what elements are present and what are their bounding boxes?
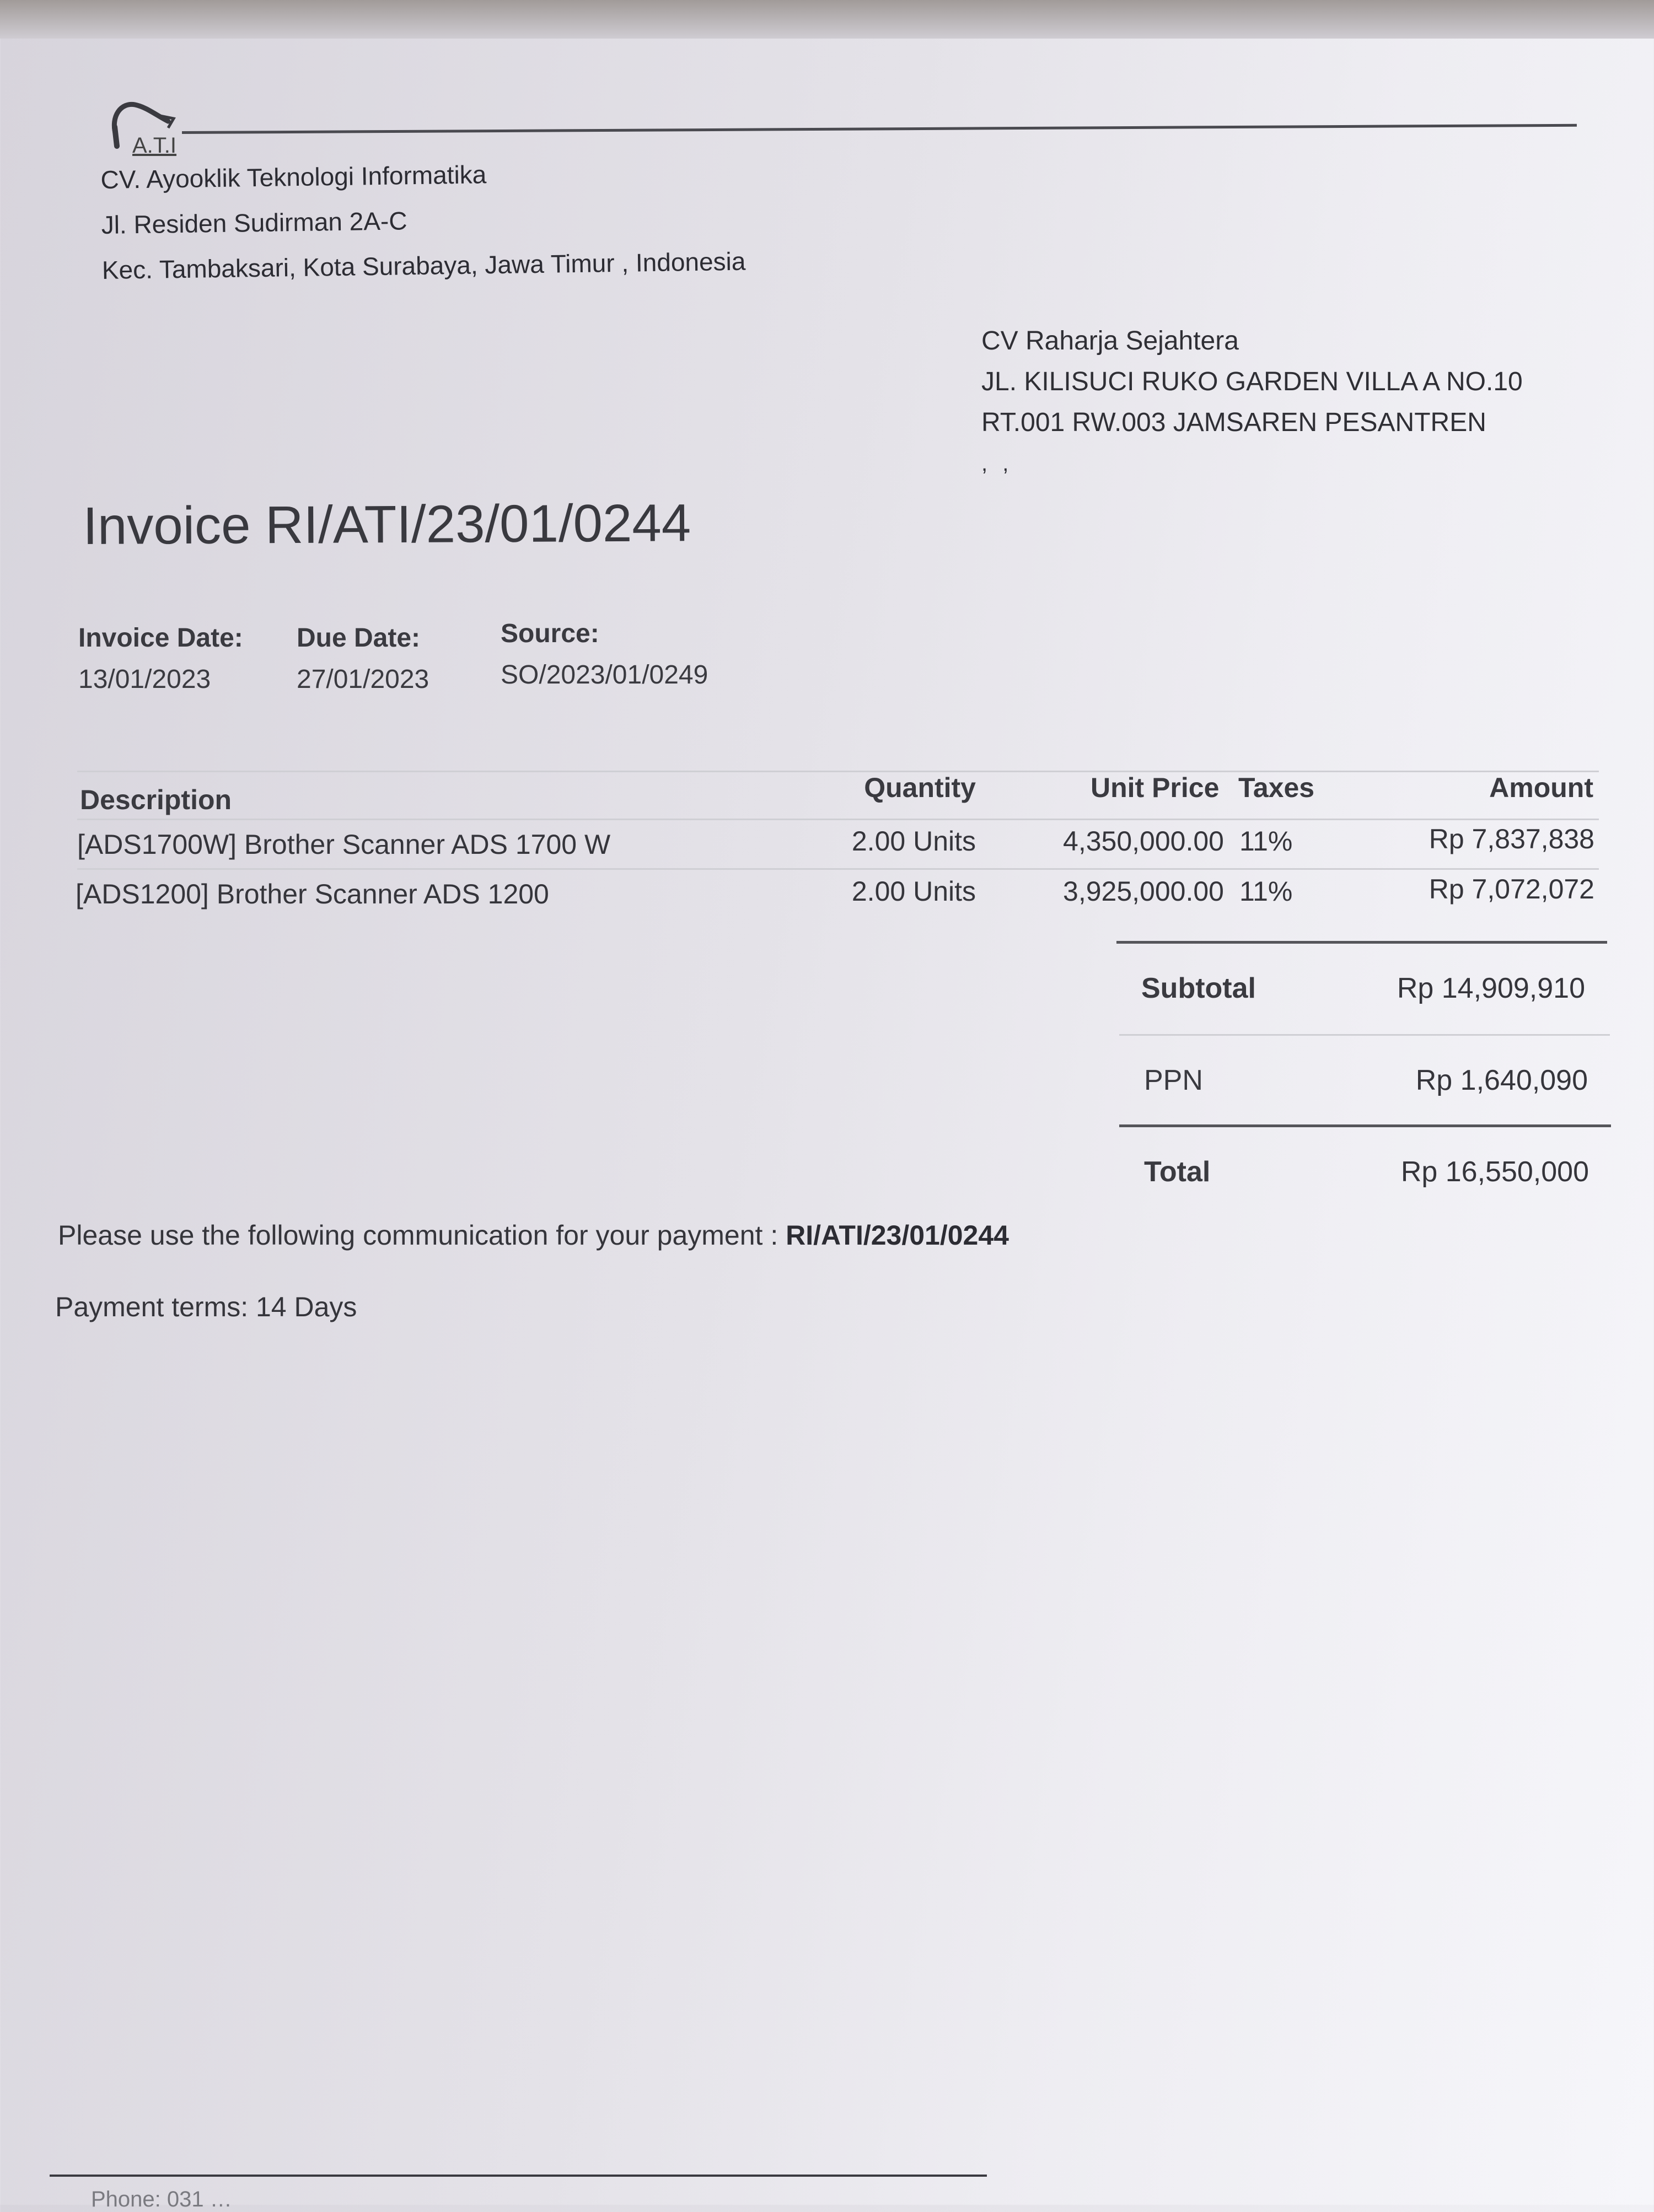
col-header-taxes: Taxes xyxy=(1238,772,1315,803)
invoice-date-block xyxy=(78,623,243,695)
total-value: Rp 16,550,000 xyxy=(1400,1156,1589,1188)
row-unit-price: 3,925,000.00 xyxy=(1063,876,1224,907)
customer-address-line3: , , xyxy=(981,451,1013,476)
subtotal-value: Rp 14,909,910 xyxy=(1397,972,1585,1004)
payment-terms: Payment terms: 14 Days xyxy=(55,1291,357,1322)
subtotal-rule xyxy=(1119,1034,1610,1036)
col-header-unit-price: Unit Price xyxy=(1091,772,1220,803)
company-logo xyxy=(105,94,187,165)
footer-rule xyxy=(50,2175,987,2177)
due-date-label: Due Date: xyxy=(297,623,421,653)
row-amount: Rp 7,072,072 xyxy=(1429,874,1594,905)
row-description: [ADS1700W] Brother Scanner ADS 1700 W xyxy=(77,829,611,860)
customer-name: CV Raharja Sejahtera xyxy=(981,326,1239,356)
company-address-line1: Jl. Residen Sudirman 2A-C xyxy=(101,206,407,239)
invoice-title: Invoice RI/ATI/23/01/0244 xyxy=(83,493,691,556)
logo-text: A.T.I xyxy=(132,133,177,158)
source-block xyxy=(501,618,708,690)
due-date-value: 27/01/2023 xyxy=(297,665,429,694)
header-rule xyxy=(182,124,1577,134)
totals-top-rule xyxy=(1116,941,1607,944)
row-unit-price: 4,350,000.00 xyxy=(1063,826,1224,857)
company-name: CV. Ayooklik Teknologi Informatika xyxy=(100,160,487,194)
table-row-rule xyxy=(77,868,1599,870)
payment-communication xyxy=(58,1219,1009,1251)
table-header-rule xyxy=(77,819,1599,820)
row-description: [ADS1200] Brother Scanner ADS 1200 xyxy=(76,879,549,909)
row-amount: Rp 7,837,838 xyxy=(1429,824,1594,854)
row-quantity: 2.00 Units xyxy=(851,826,976,857)
col-header-description: Description xyxy=(80,784,232,815)
total-rule xyxy=(1119,1124,1611,1127)
subtotal-label: Subtotal xyxy=(1141,972,1256,1004)
col-header-amount: Amount xyxy=(1489,772,1593,803)
customer-address-line2: RT.001 RW.003 JAMSAREN PESANTREN xyxy=(981,408,1486,437)
source-label: Source: xyxy=(501,619,599,648)
row-taxes: 11% xyxy=(1239,876,1293,907)
source-value: SO/2023/01/0249 xyxy=(501,660,708,690)
payment-reference: RI/ATI/23/01/0244 xyxy=(786,1220,1009,1251)
payment-communication-text: Please use the following communication for your payment : xyxy=(58,1220,786,1251)
col-header-quantity: Quantity xyxy=(864,772,976,803)
ppn-label: PPN xyxy=(1144,1064,1203,1096)
invoice-date-value: 13/01/2023 xyxy=(78,665,211,694)
row-taxes: 11% xyxy=(1239,826,1293,857)
company-address-line2: Kec. Tambaksari, Kota Surabaya, Jawa Timur , Indonesia xyxy=(101,246,746,284)
due-date-block xyxy=(297,623,429,695)
ppn-value: Rp 1,640,090 xyxy=(1415,1064,1588,1096)
row-quantity: 2.00 Units xyxy=(851,876,976,907)
customer-address-block xyxy=(981,321,1523,484)
footer-phone: Phone: 031 … xyxy=(91,2187,232,2211)
company-address-block xyxy=(100,148,746,293)
invoice-date-label: Invoice Date: xyxy=(78,623,243,653)
total-label: Total xyxy=(1144,1156,1211,1188)
customer-address-line1: JL. KILISUCI RUKO GARDEN VILLA A NO.10 xyxy=(981,367,1523,396)
paper-top-edge xyxy=(0,0,1654,39)
